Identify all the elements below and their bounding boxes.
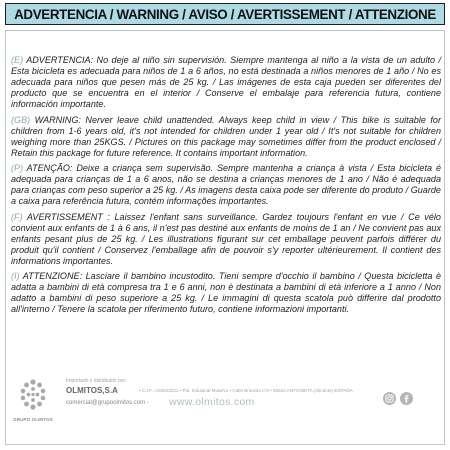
- warning-gb: [11, 115, 441, 159]
- company-logo: [11, 378, 55, 438]
- footer: [11, 378, 441, 438]
- warning-pt: [11, 163, 441, 207]
- warning-text-es: ADVERTENCIA: No deje al niño sin supervisión. Siempre mantenga al niño a la vista de un adulto / Esta bicicleta es adecuada para niños de 1 a 6 años, no está destinada a niños menores de 1 año / No es adecuada para niños que pesen más de 25 kg. / Las imágenes de esta caja pueden ser diferentes del producto que se encuentra en el interior / Conserve el embalaje para referencia futura, contiene información importante.: [11, 55, 441, 109]
- warning-text-fr: AVERTISSEMENT : Laissez l'enfant sans surveillance. Gardez toujours l'enfant en vue / Ce vélo convient aux enfants de 1 à 6 ans, il n'est pas destiné aux enfants de moins de 1 an / Ne convient pas aux enfants pesant plus de 25 kg. / Les illustrations figurant sur cet emballage peuvent parfois différer du produit qu'il contient / Conservez l'emballage afin de pouvoir s'y reporter ultérieurement. Il contient des informations importantes.: [11, 211, 441, 266]
- language-code-es: (E): [11, 55, 24, 65]
- facebook-icon[interactable]: [400, 392, 413, 405]
- company-address: • C.I.F.: A03543231 • Pol. Industrial Motarvo • Calle Bruixola nº3 • 03610 ANTONIETA (Alicante) ESPAÑA: [139, 388, 353, 393]
- contact-email: [66, 400, 149, 406]
- warning-title: ADVERTENCIA / WARNING / AVISO / AVERTISSEMENT / ATTENZIONE: [14, 6, 436, 22]
- warning-header: [5, 3, 445, 25]
- social-links: [383, 392, 413, 405]
- imported-by: Importado y distribuido por:: [66, 378, 127, 384]
- warning-list: [11, 55, 441, 320]
- company-name: OLMITOS,S.A: [66, 386, 118, 395]
- instagram-icon[interactable]: [383, 392, 396, 405]
- warning-fr: [11, 212, 441, 267]
- logo-dots-icon: [11, 378, 55, 416]
- warning-it: [11, 271, 441, 315]
- warning-text-it: ATTENZIONE: Lasciare il bambino incustodito. Tieni sempre d'occhio il bambino / Questa bicicletta è adatta a bambini di età compresa tra 1 e 6 anni, non è destinata a bambini di età inferiore a 1 anno / Non adatto a bambini di peso superiore a 25 kg. / Le immagini di questa scatola può differire dal prodotto all'interno / Tenere la scatola per riferimento futuro, contiene informazioni importanti.: [11, 271, 441, 314]
- warning-text-gb: WARNING: Nerver leave child unattended. Always keep child in view / This bike is suitable for children from 1-6 years old, it's not intended for children under 1 year old / It's not suitable for children weighing more than 25KGS. / Pictures on this package may sometimes differ from the product enclosed / Retain this package for future reference. It contains important information.: [11, 114, 441, 158]
- language-code-gb: (GB): [11, 114, 31, 125]
- logo-text: GRUPO OLMITOS: [13, 417, 53, 422]
- email-separator: -: [145, 400, 149, 406]
- language-code-it: (I): [11, 271, 20, 281]
- language-code-pt: (P): [11, 163, 24, 173]
- website: www.olmitos.com: [169, 396, 255, 408]
- warning-text-pt: ATENÇÃO: Deixe a criança sem supervisão. Sempre mantenha a criança à vista / Esta bicicleta é adequada para crianças de 1 a 6 anos, não se destina a crianças menores de 1 ano / Não é adequada para crianças com peso superior a 25 kg. / As imagens desta caixa pode ser diferente do produto / Guarde a caixa para referência futura, contém informações importantes.: [11, 163, 441, 206]
- warning-es: [11, 55, 441, 110]
- email-text: comercial@grupoolmitos.com: [66, 400, 146, 406]
- language-code-fr: (F): [11, 211, 23, 222]
